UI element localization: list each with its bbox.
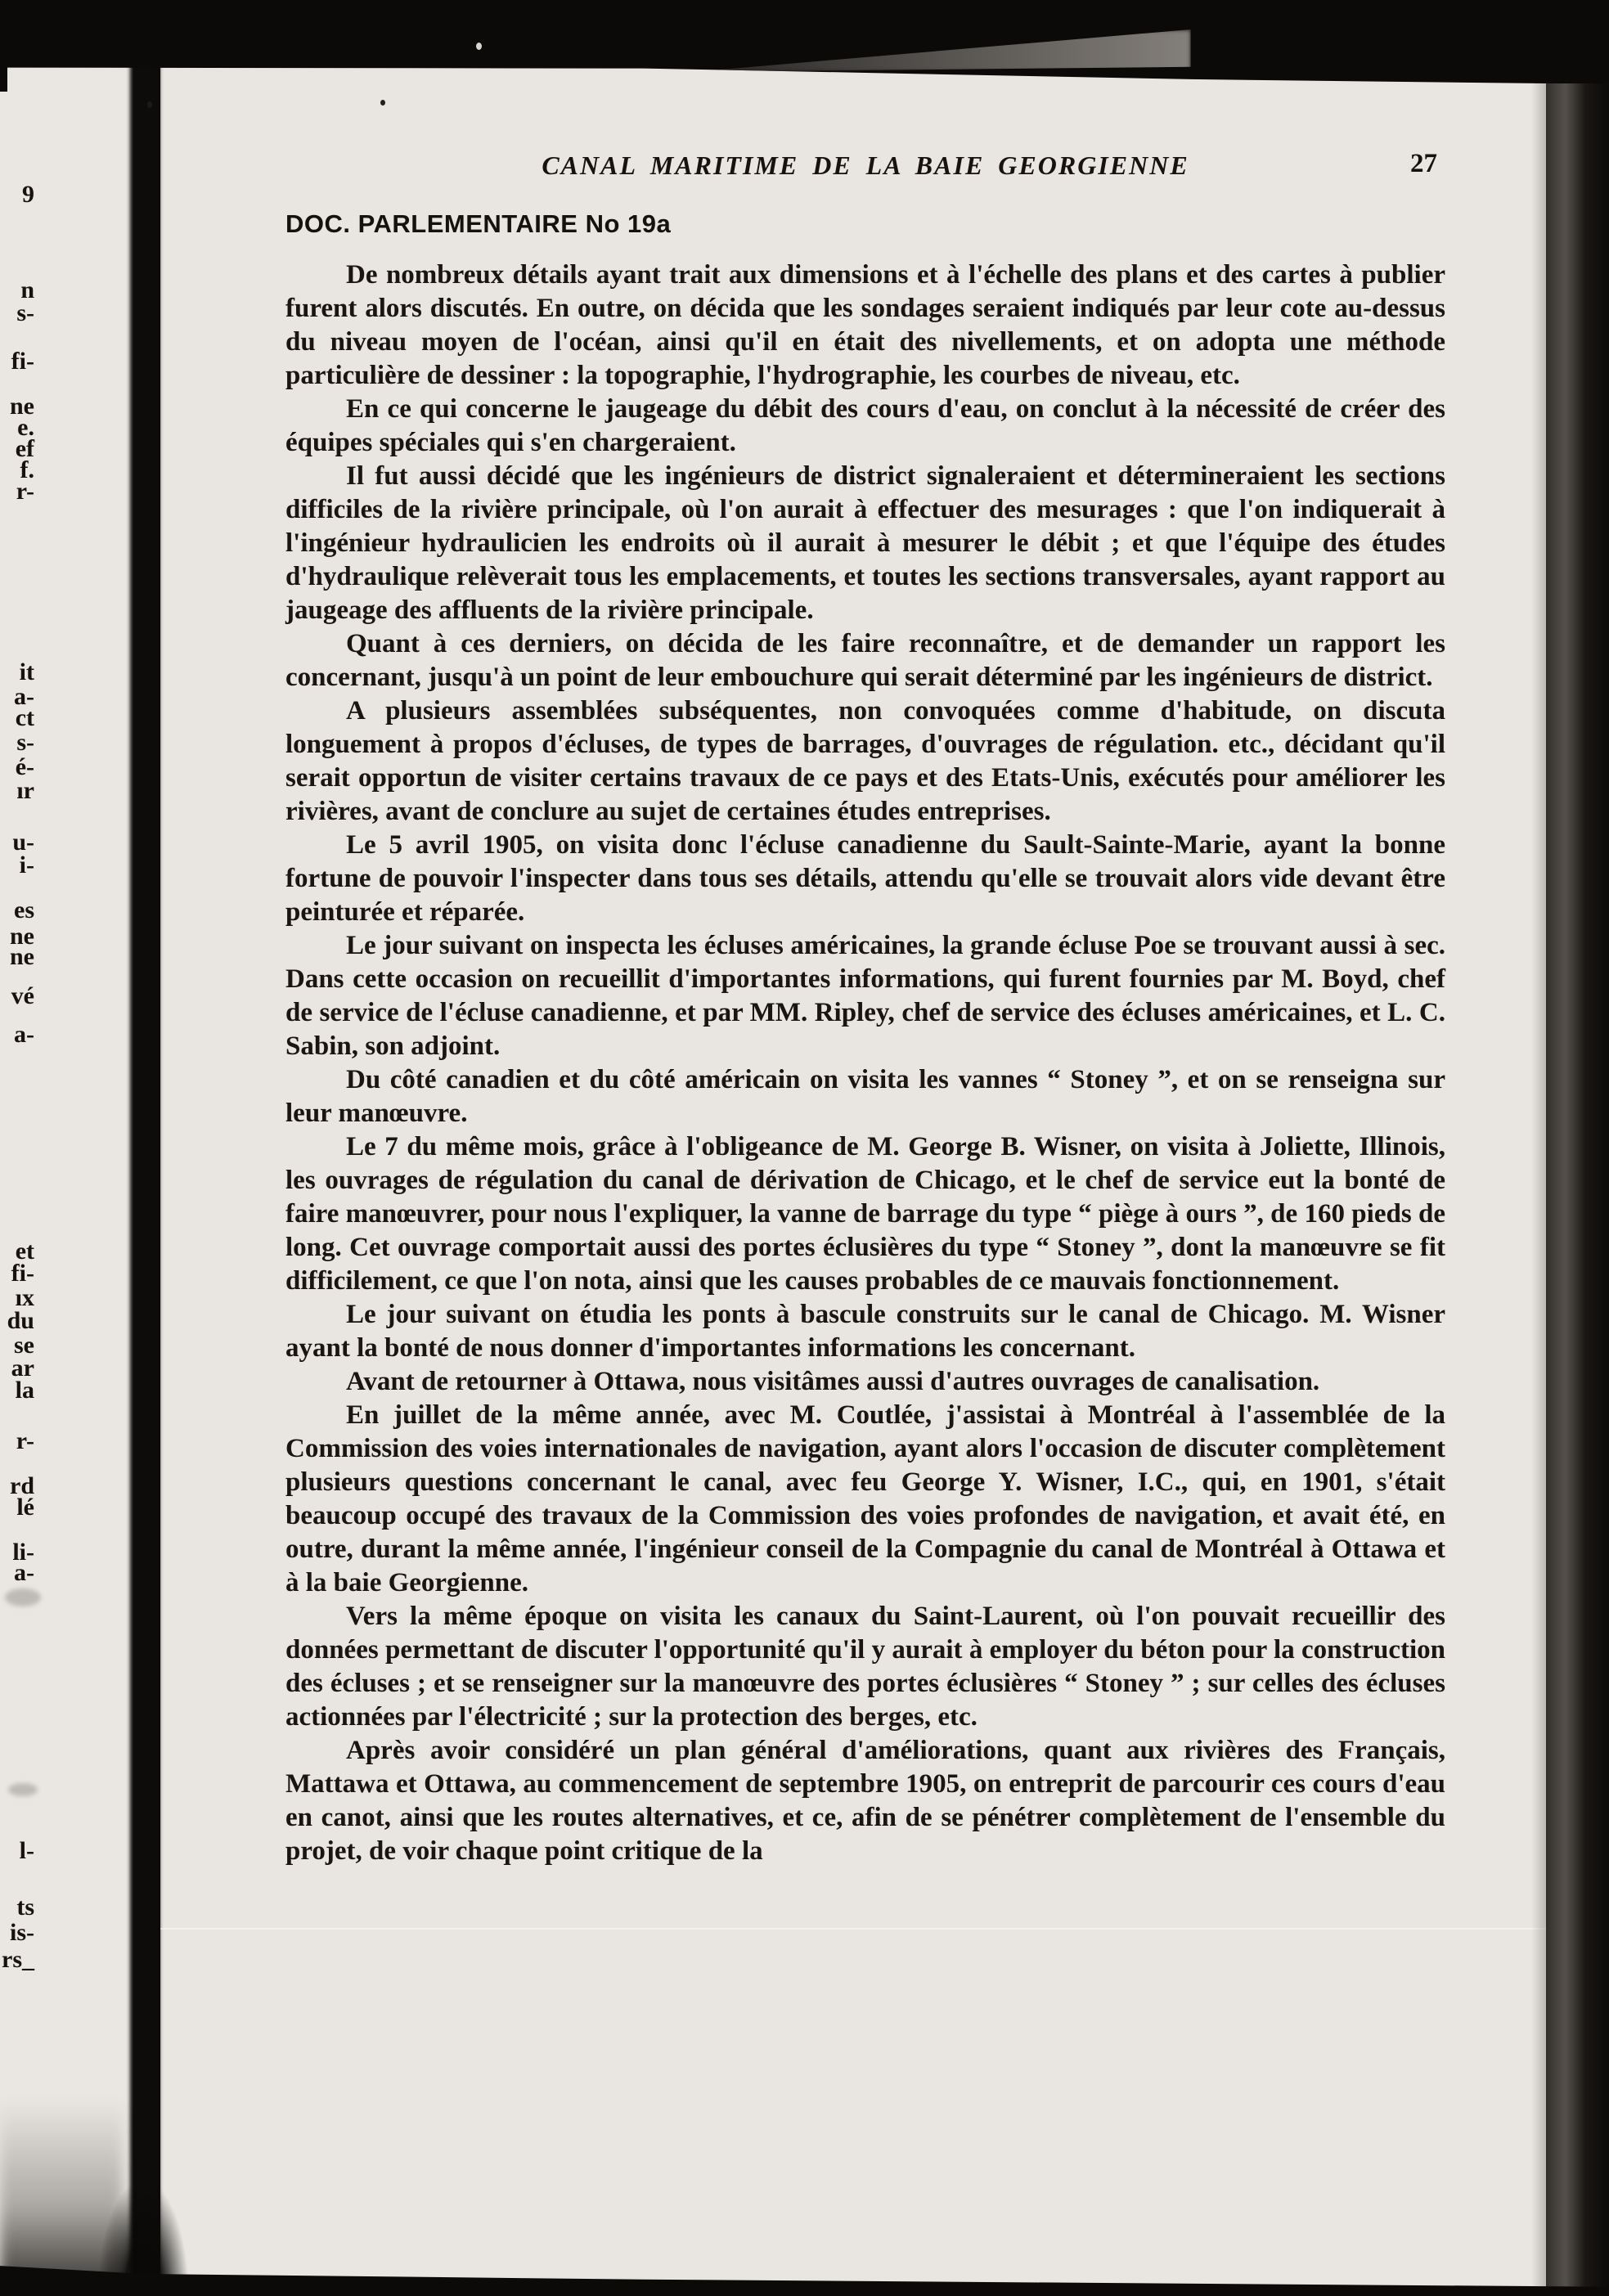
scan-speck <box>147 101 152 108</box>
document-page <box>160 0 1546 2296</box>
margin-text-fragment: e. <box>17 414 34 441</box>
margin-text-fragment: vé <box>11 982 34 1009</box>
paragraph: Le jour suivant on étudia les ponts à bascule construits sur le canal de Chicago. M. Wisner ayant la bonté de nous donner d'importantes informations les concernant. <box>285 1300 1445 1363</box>
margin-text-fragment: é- <box>15 753 34 780</box>
margin-text-fragment: ar <box>11 1355 34 1382</box>
margin-text-fragment: n <box>20 276 34 303</box>
margin-text-fragment: f. <box>20 456 34 483</box>
margin-text-fragment: rs_ <box>2 1946 34 1973</box>
paragraph: A plusieurs assemblées subséquentes, non convoquées comme d'habitude, on discuta longuement à propos d'écluses, de types de barrages, d'ouvrages de régulation. etc., décidant qu'il serait opportun de visiter certains travaux de ce pays et des Etats-Unis, exécutés pour améliorer les rivières, avant de conclure au sujet de certaines études entreprises. <box>285 696 1445 826</box>
margin-text-fragment: et <box>15 1238 34 1265</box>
margin-text-fragment: ne <box>10 943 34 970</box>
body-text <box>285 258 1445 1868</box>
paragraph: Le 7 du même mois, grâce à l'obligeance de M. George B. Wisner, on visita à Joliette, Illinois, les ouvrages de régulation du canal de dérivation de Chicago, et le chef de service eut la bonté de faire manœuvrer, pour nous l'expliquer, la vanne de barrage du type “ piège à ours ”, de 160 pieds de long. Cet ouvrage comportait aussi des portes éclusières du type “ Stoney ”, dont la manœuvre se fit difficilement, ce que l'on nota, ainsi que les causes probables de ce mauvais fonctionnement. <box>285 1132 1445 1296</box>
margin-text-fragment: 9 <box>22 181 34 208</box>
margin-text-fragment: a- <box>14 683 34 710</box>
margin-text-fragment: i- <box>19 851 34 878</box>
margin-text-fragment: l- <box>19 1837 34 1864</box>
margin-text-fragment: r- <box>16 1427 34 1454</box>
scan-speck <box>380 100 385 106</box>
margin-text-fragment: s- <box>16 729 34 756</box>
paragraph: En juillet de la même année, avec M. Coutlée, j'assistai à Montréal à l'assemblée de la Commission des voies internationales de navigation, ayant alors l'occasion de discuter complètement plusieurs questions concernant le canal, avec feu George Y. Wisner, I.C., qui, en 1901, s'était beaucoup occupé des travaux de la Commission des voies profondes de navigation, et avait été, en outre, durant la même année, l'ingénieur conseil de la Compagnie du canal de Montréal à Ottawa et à la baie Georgienne. <box>285 1400 1445 1597</box>
running-header <box>285 151 1445 185</box>
margin-text-fragment: es <box>14 896 34 923</box>
scan-smudge <box>8 1783 38 1796</box>
margin-text-fragment: fi- <box>11 348 34 375</box>
paragraph: Après avoir considéré un plan général d'améliorations, quant aux rivières des Français, Mattawa et Ottawa, au commencement de septembre 1905, on entreprit de parcourir ces cours d'eau en canot, ainsi que les routes alternatives, et ce, afin de se pénétrer complètement de l'ensemble du projet, de voir chaque point critique de la <box>285 1736 1445 1866</box>
margin-text-fragment: ne <box>10 923 34 950</box>
paragraph: De nombreux détails ayant trait aux dimensions et à l'échelle des plans et des cartes à publier furent alors discutés. En outre, on décida que les sondages seraient indiqués par leur cote au-dessus du niveau moyen de l'océan, ainsi qu'il en était des nivellements, et on adopta une méthode particulière de dessiner : la topographie, l'hydrographie, les courbes de niveau, etc. <box>285 260 1445 390</box>
margin-text-fragment: ne <box>10 393 34 420</box>
scan-right-edge <box>1531 0 1609 2296</box>
margin-text-fragment: r- <box>16 478 34 505</box>
margin-text-fragment: a- <box>14 1559 34 1586</box>
margin-text-fragment: du <box>7 1307 34 1334</box>
margin-text-fragment: la <box>15 1377 34 1404</box>
margin-text-fragment: it <box>19 658 34 685</box>
doc-label: DOC. PARLEMENTAIRE No 19a <box>285 209 672 238</box>
paragraph: Avant de retourner à Ottawa, nous visitâmes aussi d'autres ouvrages de canalisation. <box>346 1367 1320 1396</box>
paragraph: En ce qui concerne le jaugeage du débit des cours d'eau, on conclut à la nécessité de créer des équipes spéciales qui s'en chargeraient. <box>285 394 1445 457</box>
margin-text-fragment: s- <box>16 299 34 326</box>
paragraph: Le 5 avril 1905, on visita donc l'écluse canadienne du Sault-Sainte-Marie, ayant la bonne fortune de pouvoir l'inspecter dans tous ses détails, attendu qu'elle se trouvait alors vide devant être peinturée et réparée. <box>285 830 1445 927</box>
scan-artifact-line <box>160 1928 1546 1930</box>
margin-text-fragment: ır <box>16 777 34 804</box>
paragraph: Du côté canadien et du côté américain on visita les vannes “ Stoney ”, et on se renseigna sur leur manœuvre. <box>285 1065 1445 1128</box>
page-number: 27 <box>1410 149 1437 178</box>
page-header-title: CANAL MARITIME DE LA BAIE GEORGIENNE <box>542 151 1189 180</box>
margin-text-fragment: lé <box>16 1494 34 1521</box>
margin-text-fragment: li- <box>12 1539 34 1566</box>
margin-text-fragment: ef <box>15 435 34 462</box>
margin-text-fragment: u- <box>12 829 34 856</box>
margin-text-fragment: ts <box>16 1894 34 1921</box>
paragraph: Il fut aussi décidé que les ingénieurs de district signaleraient et détermineraient les sections difficiles de la rivière principale, où l'on aurait à effectuer des mesurages : que l'on indiquerait à l'ingénieur hydraulicien les endroits où il aurait à mesurer le débit ; et que l'équipe des études d'hydraulique relèverait tous les emplacements, et toutes les sections transversales, ayant rapport au jaugeage des affluents de la rivière principale. <box>285 461 1445 625</box>
scan-light-streak <box>692 29 1191 72</box>
margin-text-fragment: se <box>14 1332 34 1359</box>
paragraph: Vers la même époque on visita les canaux du Saint-Laurent, où l'on pouvait recueillir des données permettant de discuter l'opportunité qu'il y aurait à employer du béton pour la construction des écluses ; et se renseigner sur la manœuvre des portes éclusières “ Stoney ” ; sur celles des écluses actionnées par l'électricité ; sur la protection des berges, etc. <box>285 1602 1445 1732</box>
scan-top-left-notch <box>0 0 7 92</box>
margin-text-fragment: ıx <box>15 1284 34 1311</box>
margin-text-fragment: is- <box>10 1919 34 1946</box>
book-gutter-shadow <box>130 45 160 2296</box>
scan-speck <box>476 43 482 50</box>
scan-smudge <box>5 1588 41 1606</box>
bottom-left-shadow <box>0 2100 123 2296</box>
margin-text-fragment: fi- <box>11 1260 34 1287</box>
margin-text-fragment: a- <box>14 1021 34 1048</box>
adjacent-page-margin <box>0 0 133 2296</box>
margin-text-fragment: ct <box>15 704 34 731</box>
paragraph: Quant à ces derniers, on décida de les faire reconnaître, et de demander un rapport les concernant, jusqu'à un point de leur embouchure qui serait déterminé par les ingénieurs de district. <box>285 629 1445 692</box>
paragraph: Le jour suivant on inspecta les écluses américaines, la grande écluse Poe se trouvant aussi à sec. Dans cette occasion on recueillit d'importantes informations, qui furent fournies par M. Boyd, chef de service de l'écluse canadienne, et par MM. Ripley, chef de service des écluses américaines, et L. C. Sabin, son adjoint. <box>285 931 1445 1061</box>
margin-text-fragment: rd <box>10 1472 34 1499</box>
